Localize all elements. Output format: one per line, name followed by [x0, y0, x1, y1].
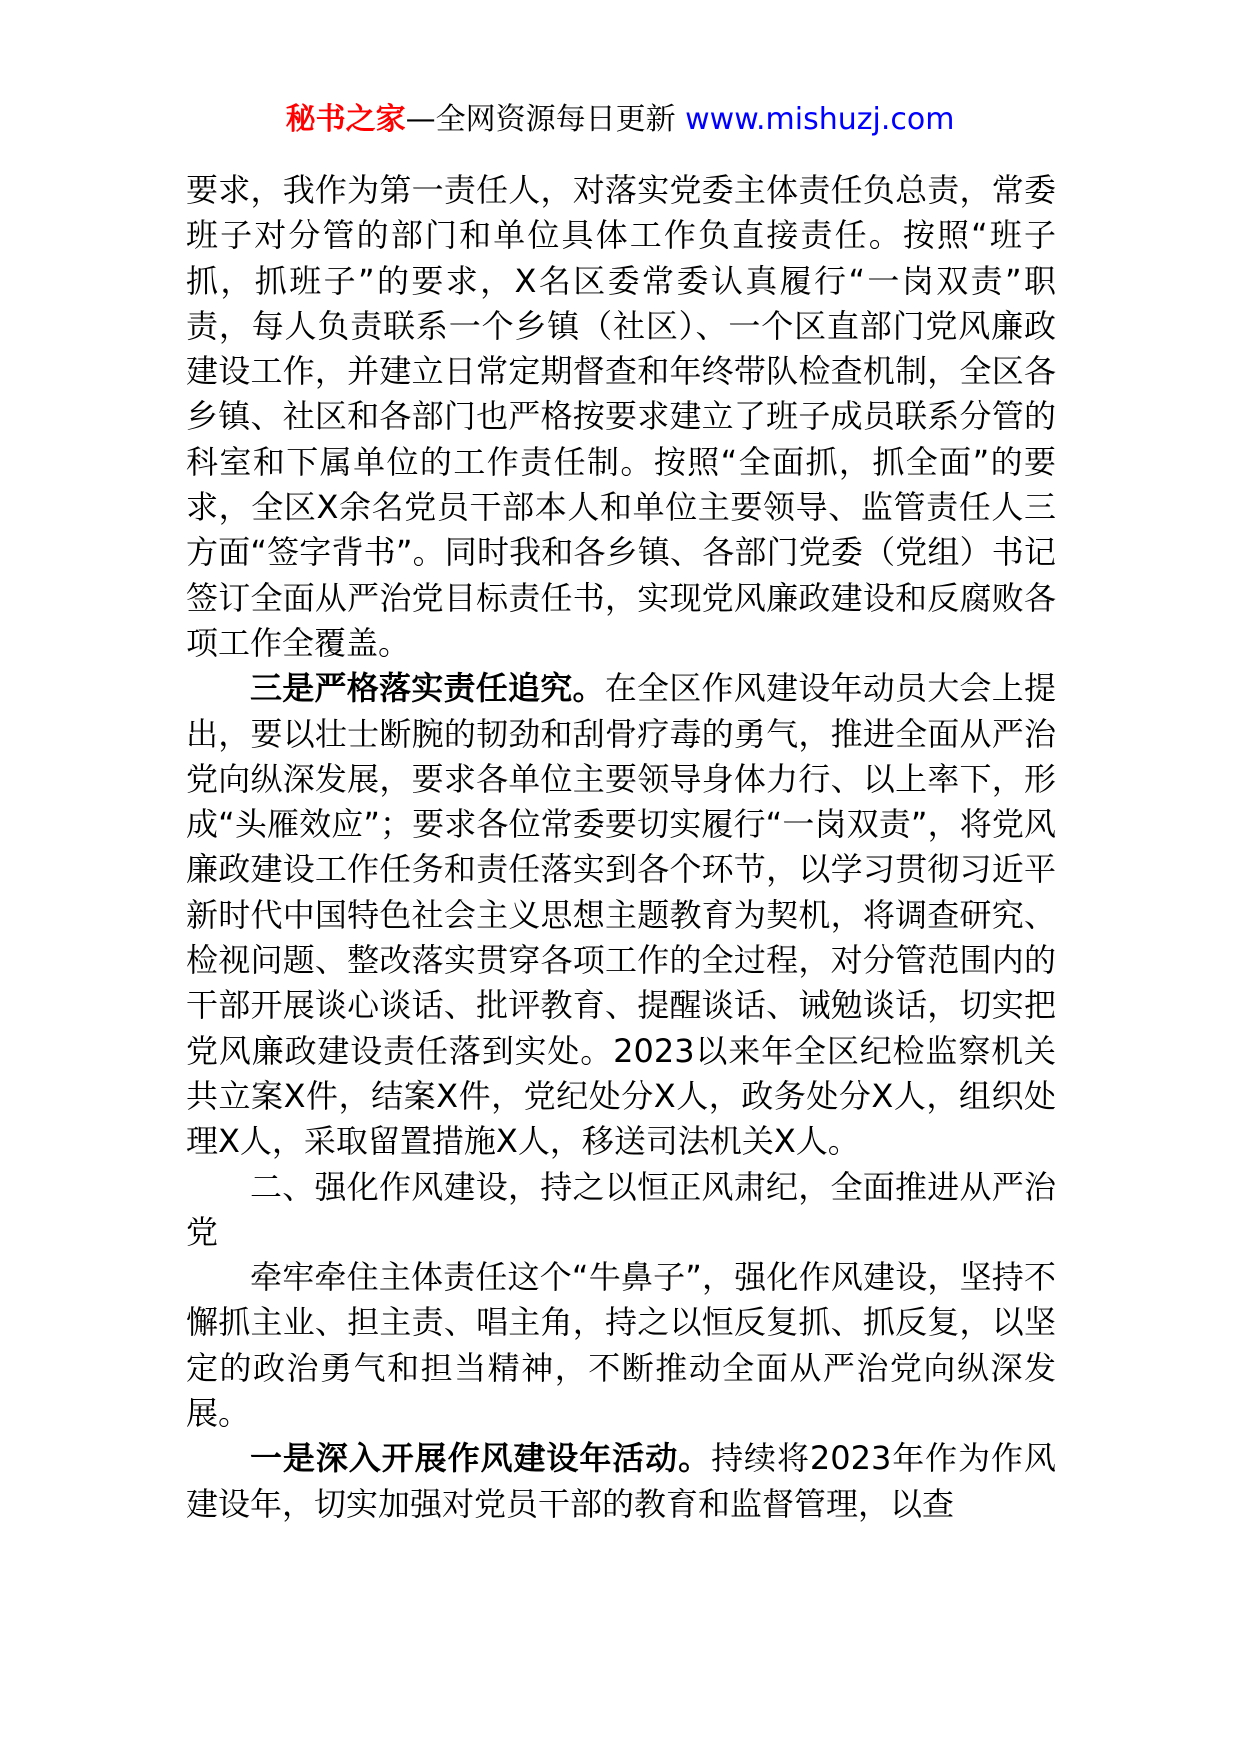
- paragraph-5: [186, 1436, 1056, 1527]
- header-brand: 秘书之家: [285, 102, 406, 137]
- section-heading-2-text: 二、强化作风建设，持之以恒正风肃纪，全面推进从严治党: [186, 1167, 1056, 1251]
- paragraph-5-text: 持续将2023年作为作风建设年，切实加强对党员干部的教育和监督管理，以查: [186, 1439, 1056, 1523]
- paragraph-4: [186, 1255, 1056, 1436]
- paragraph-1: [186, 168, 1056, 666]
- paragraph-1-text: 要求，我作为第一责任人，对落实党委主体责任负总责，常委班子对分管的部门和单位具体工作负直接责任。按照“班子抓，抓班子”的要求，X名区委常委认真履行“一岗双责”职责，每人负责联系一个乡镇（社区）、一个区直部门党风廉政建设工作，并建立日常定期督查和年终带队检查机制，全区各乡镇、社区和各部门也严格按要求建立了班子成员联系分管的科室和下属单位的工作责任制。按照“全面抓，抓全面”的要求，全区X余名党员干部本人和单位主要领导、监管责任人三方面“签字背书”。同时我和各乡镇、各部门党委（党组）书记签订全面从严治党目标责任书，实现党风廉政建设和反腐败各项工作全覆盖。: [186, 171, 1056, 662]
- paragraph-4-text: 牵牢牵住主体责任这个“牛鼻子”，强化作风建设，坚持不懈抓主业、担主责、唱主角，持之以恒反复抓、抓反复，以坚定的政治勇气和担当精神，不断推动全面从严治党向纵深发展。: [186, 1258, 1056, 1433]
- section-heading-2: [186, 1165, 1056, 1256]
- paragraph-2-heading: 三是严格落实责任追究。: [250, 669, 605, 708]
- document-body: [186, 168, 1056, 1527]
- paragraph-2: [186, 666, 1056, 1164]
- page-header: [0, 98, 1240, 142]
- paragraph-2-text: 在全区作风建设年动员大会上提出，要以壮士断腕的韧劲和刮骨疗毒的勇气，推进全面从严治党向纵深发展，要求各单位主要领导身体力行、以上率下，形成“头雁效应”；要求各位常委要切实履行“一岗双责”，将党风廉政建设工作任务和责任落实到各个环节，以学习贯彻习近平新时代中国特色社会主义思想主题教育为契机，将调查研究、检视问题、整改落实贯穿各项工作的全过程，对分管范围内的干部开展谈心谈话、批评教育、提醒谈话、诫勉谈话，切实把党风廉政建设责任落到实处。2023以来年全区纪检监察机关共立案X件，结案X件，党纪处分X人，政务处分X人，组织处理X人，采取留置措施X人，移送司法机关X人。: [186, 669, 1056, 1161]
- paragraph-5-heading: 一是深入开展作风建设年活动。: [250, 1439, 712, 1478]
- header-slogan: —全网资源每日更新: [405, 102, 686, 137]
- header-url-link[interactable]: www.mishuzj.com: [685, 102, 955, 137]
